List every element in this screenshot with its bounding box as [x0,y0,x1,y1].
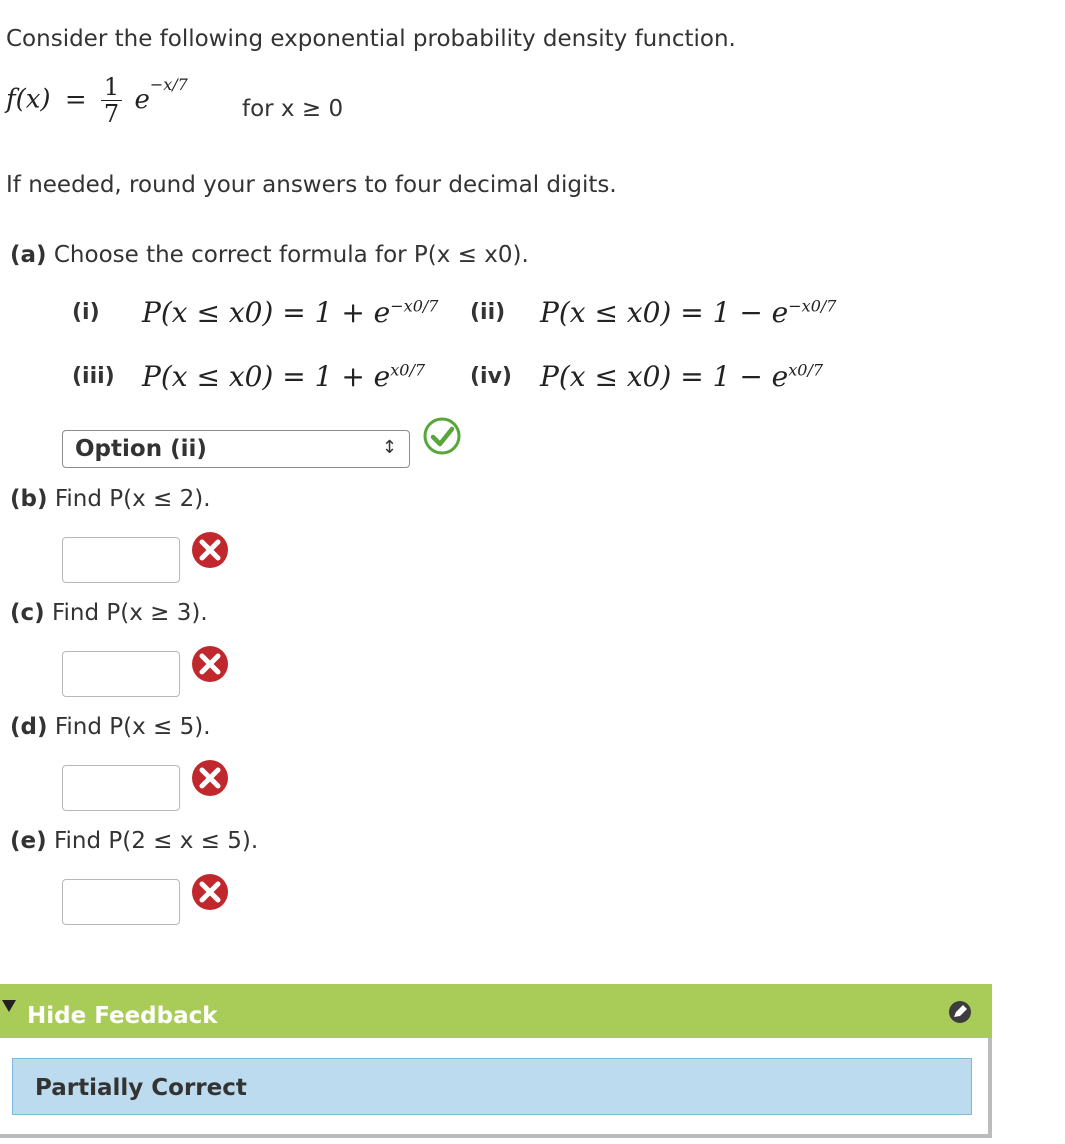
feedback-toggle-label[interactable]: Hide Feedback [27,1003,218,1029]
option-i-formula [142,296,438,329]
pencil-icon[interactable] [948,1000,972,1024]
part-e-letter: (e) [10,828,47,854]
option-i-label: (i) [72,300,100,325]
option-iv [470,364,512,389]
part-b-text: Find P(x ≤ 2). [54,486,211,512]
formula-select[interactable] [62,430,410,468]
triangle-down-icon [2,1000,16,1014]
option-ii-exp: −x0/7 [788,296,837,316]
pdf-base: e [134,84,150,115]
pdf-formula [6,74,188,127]
option-i [72,300,100,325]
correct-check-icon [422,416,462,456]
feedback-panel [0,1038,992,1138]
pdf-frac-den: 7 [103,100,120,128]
part-d-prompt [10,714,211,740]
incorrect-x-icon [190,644,230,684]
chevron-updown-icon: ↕ [381,437,397,458]
incorrect-x-icon [190,530,230,570]
part-b-letter: (b) [10,486,48,512]
pdf-lhs: f(x) [6,84,51,115]
option-iv-exp: x0/7 [788,360,824,380]
part-a-prompt [10,242,529,268]
feedback-result: Partially Correct [35,1075,247,1101]
feedback-toggle-bar[interactable] [0,984,992,1038]
incorrect-x-icon [190,758,230,798]
option-iv-label: (iv) [470,364,512,389]
pdf-frac-num: 1 [101,74,122,101]
part-c-text: Find P(x ≥ 3). [51,600,208,626]
pdf-exponent: −x/7 [149,74,188,94]
part-e-text: Find P(2 ≤ x ≤ 5). [53,828,259,854]
feedback-status-box [12,1058,972,1115]
option-iii-formula [142,360,425,393]
incorrect-x-icon [190,872,230,912]
option-iv-expr: P(x ≤ x0) = 1 − e [540,360,789,393]
option-iii [72,364,115,389]
pdf-condition: for x ≥ 0 [242,96,344,122]
part-c-letter: (c) [10,600,45,626]
pdf-fraction [101,74,122,127]
part-c-input[interactable] [62,651,180,697]
option-iv-formula [540,360,823,393]
part-d-text: Find P(x ≤ 5). [54,714,211,740]
part-e-prompt [10,828,258,854]
part-d-letter: (d) [10,714,48,740]
option-iii-label: (iii) [72,364,115,389]
part-c-prompt [10,600,208,626]
option-ii [470,300,505,325]
option-iii-expr: P(x ≤ x0) = 1 + e [142,360,391,393]
option-i-expr: P(x ≤ x0) = 1 + e [142,296,391,329]
part-e-input[interactable] [62,879,180,925]
instruction-text: If needed, round your answers to four decimal digits. [6,172,617,198]
part-b-input[interactable] [62,537,180,583]
intro-text: Consider the following exponential probability density function. [6,26,736,52]
option-iii-exp: x0/7 [390,360,426,380]
option-ii-formula [540,296,836,329]
option-i-exp: −x0/7 [390,296,439,316]
part-a-letter: (a) [10,242,47,268]
formula-select-value: Option (ii) [75,436,207,462]
part-b-prompt [10,486,211,512]
option-ii-expr: P(x ≤ x0) = 1 − e [540,296,789,329]
part-d-input[interactable] [62,765,180,811]
part-a-text: Choose the correct formula for P(x ≤ x0). [53,242,529,268]
option-ii-label: (ii) [470,300,506,325]
pdf-equals: = [64,84,87,115]
